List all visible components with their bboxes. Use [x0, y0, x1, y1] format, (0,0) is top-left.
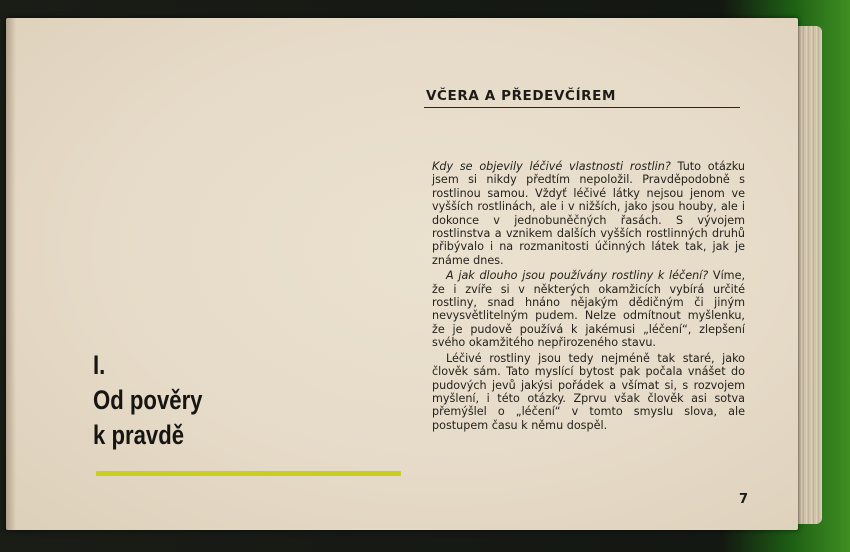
book-page [6, 18, 798, 530]
paragraph-1-question: Kdy se objevily léčivé vlastnosti rostlin? [432, 160, 671, 173]
chapter-accent-rule [96, 471, 401, 476]
chapter-title [93, 348, 203, 453]
body-text [432, 160, 745, 434]
paragraph-1-text: Tuto otázku jsem si nikdy předtím nepoložil. Pravděpodobně s rostlinou samou. Vždyť léčivé látky nejsou jenom ve vyšších rostlinách, ale i v nižších, jako jsou houby, ale i dokonce v jednobuněčných řasách. S vývojem rostlinstva a vznikem dalších vyšších rostlinných druhů přibývalo i na rozmanitosti účinných látek tak, jak je známe dnes. [432, 160, 745, 267]
paragraph-2 [432, 269, 745, 349]
chapter-title-line-2: k pravdě [93, 420, 185, 450]
paragraph-3 [432, 352, 745, 432]
paragraph-1 [432, 160, 745, 267]
header-rule [424, 107, 740, 108]
chapter-number: I. [93, 350, 106, 380]
paragraph-2-text: Víme, že i zvíře si v některých okamžicích vybírá určité rostliny, snad hnáno nějakým dědičným či jiným nevysvětlitelným pudem. Nelze odmítnout myšlenku, že je pudově používá k jakémusi „léčení“, zlepšení svého okamžitého nepřirozeného stavu. [432, 269, 746, 350]
paragraph-2-question: A jak dlouho jsou používány rostliny k léčení? [446, 269, 709, 283]
running-header: VČERA A PŘEDEVČÍREM [426, 88, 617, 104]
chapter-title-line-1: Od pověry [93, 385, 203, 415]
paragraph-3-text: Léčivé rostliny jsou tedy nejméně tak staré, jako člověk sám. Tato myslící bytost pak počala vnášet do pudových jevů jakýsi pořádek a všímat si, s rozvojem myšlení, i této otázky. Zprvu však člověk asi sotva přemýšlel o „léčení“ v tomto smyslu slova, ale postupem času k němu dospěl. [432, 351, 745, 432]
page-number: 7 [739, 492, 749, 507]
